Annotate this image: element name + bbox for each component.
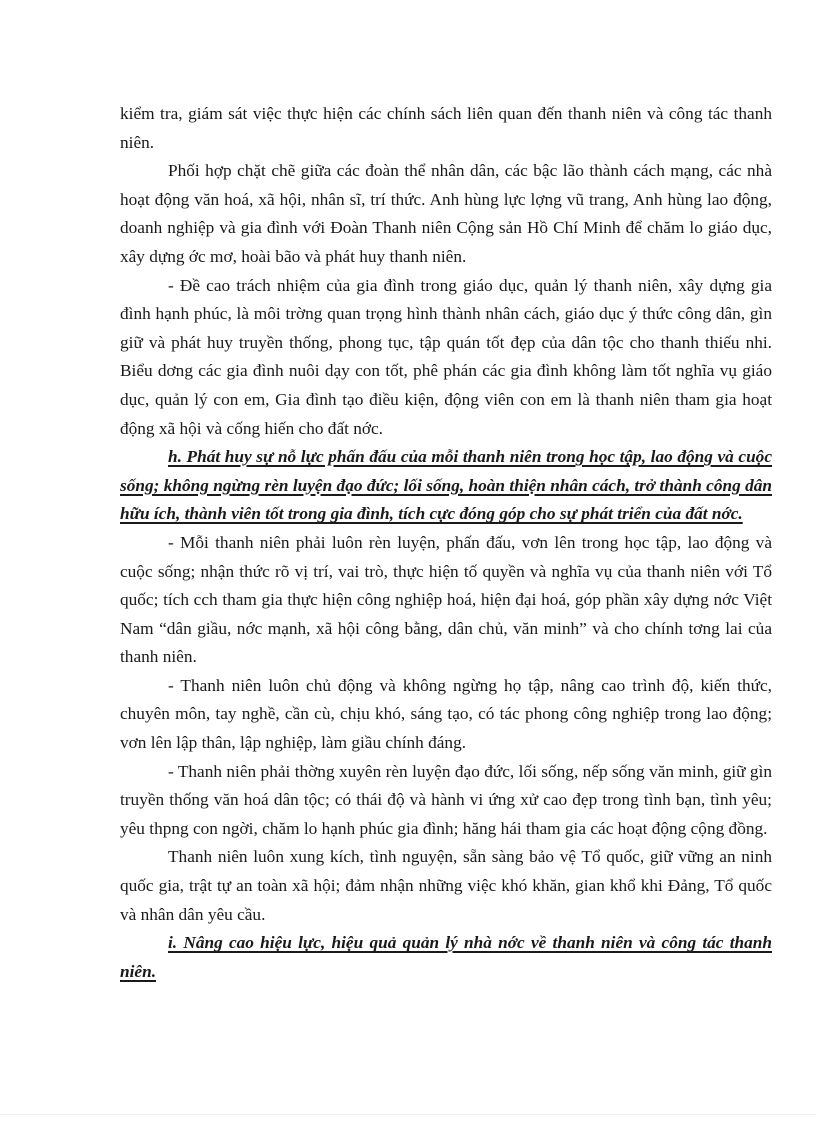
paragraph-coordination: Phối hợp chặt chẽ giữa các đoàn thể nhân dân, các bậc lão thành cách mạng, các nhà hoạt động văn hoá, xã hội, nhân sĩ, trí thức. Anh hùng lực lợng vũ trang, Anh hùng lao động, doanh nghiệp và gia đình với Đoàn Thanh niên Cộng sản Hồ Chí Minh để chăm lo giáo dục, xây dựng ớc mơ, hoài bão và phát huy thanh niên. [120, 161, 772, 266]
paragraph-continuation: kiểm tra, giám sát việc thực hiện các chính sách liên quan đến thanh niên và công tác thanh niên. [120, 104, 772, 152]
paragraph-self-improvement: - Mỗi thanh niên phải luôn rèn luyện, phấn đấu, vơn lên trong học tập, lao động và cuộc sống; nhận thức rõ vị trí, vai trò, thực hiện tố quyền và nghĩa vụ của thanh niên với Tổ quốc; tích cch tham gia thực hiện công nghiệp hoá, hiện đại hoá, góp phần xây dựng nớc Việt Nam “dân giầu, nớc mạnh, xã hội công bằng, dân chủ, văn minh” và cho chính tơng lai của thanh niên. [120, 532, 772, 667]
paragraph-learning: - Thanh niên luôn chủ động và không ngừng họ tập, nâng cao trình độ, kiến thức, chuyên môn, tay nghề, cần cù, chịu khó, sáng tạo, có tác phong công nghiệp trong lao động; vơn lên lập thân, lập nghiệp, làm giầu chính đáng. [120, 675, 772, 753]
document-body [120, 100, 772, 986]
page-bottom-divider [0, 1114, 816, 1115]
section-heading-i: i. Nâng cao hiệu lực, hiệu quả quản lý nhà nớc về thanh niên và công tác thanh niên. [120, 933, 772, 981]
paragraph-defense: Thanh niên luôn xung kích, tình nguyện, sẵn sàng bảo vệ Tổ quốc, giữ vững an ninh quốc gia, trật tự an toàn xã hội; đảm nhận những việc khó khăn, gian khổ khi Đảng, Tổ quốc và nhân dân yêu cầu. [120, 847, 772, 924]
section-heading-h: h. Phát huy sự nỗ lực phấn đấu của mỗi thanh niên trong học tập, lao động và cuộc sống; không ngừng rèn luyện đạo đức; lối sống, hoàn thiện nhân cách, trở thành công dân hữu ích, thành viên tốt trong gia đình, tích cực đóng góp cho sự phát triển của đất nớc. [120, 447, 772, 524]
paragraph-ethics: - Thanh niên phải thờng xuyên rèn luyện đạo đức, lối sống, nếp sống văn minh, giữ gìn truyền thống văn hoá dân tộc; có thái độ và hành vi ứng xử cao đẹp trong tình bạn, tình yêu; yêu thpng con ngời, chăm lo hạnh phúc gia đình; hăng hái tham gia các hoạt động cộng đồng. [120, 761, 772, 838]
paragraph-family-responsibility: - Đề cao trách nhiệm của gia đình trong giáo dục, quản lý thanh niên, xây dựng gia đình hạnh phúc, là môi trờng quan trọng hình thành nhân cách, giáo dục ý thức công dân, gìn giữ và phát huy truyền thống, phong tục, tập quán tốt đẹp của dân tộc cho thanh thiếu nhi. Biểu dơng các gia đình nuôi dạy con tốt, phê phán các gia đình không làm tốt nghĩa vụ giáo dục, quản lý con em, Gia đình tạo điều kiện, động viên con em là thanh niên tham gia hoạt động xã hội và cống hiến cho đất nớc. [120, 275, 772, 438]
